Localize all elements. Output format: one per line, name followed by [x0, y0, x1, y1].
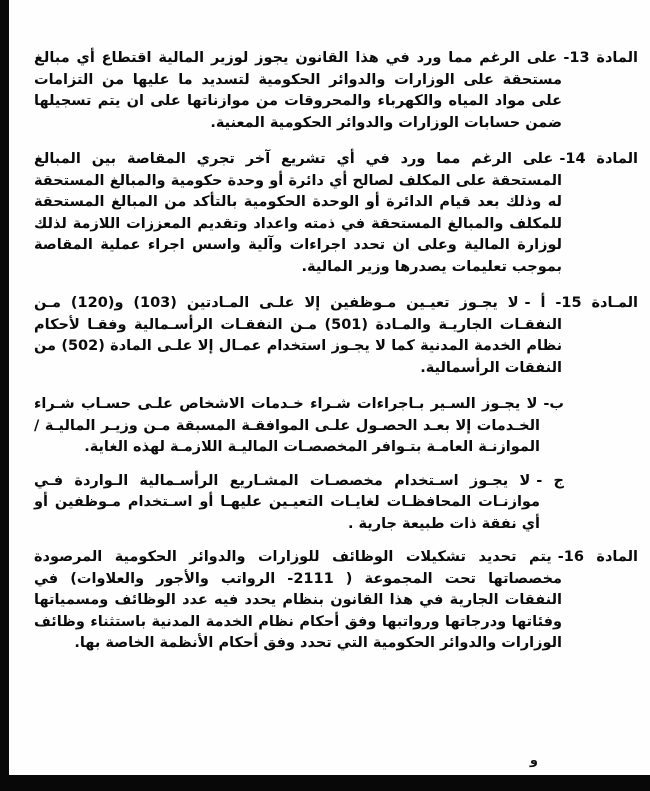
article-15-clause-c-marker: ج -: [536, 472, 564, 489]
article-15-clause-c-text: لا يجـوز اسـتخدام مخصصـات المشـاريع الرأسـمالية الـواردة فـي موازنـات المحافظـات لغايـات التعيـين عليهـا أو اسـتخدام مـوظفين أو أي نفقة ذات طبيعة جارية .: [34, 472, 540, 532]
article-14-text: على الرغم مما ورد في أي تشريع آخر تجري المقاصة بين المبالغ المستحقة على المكلف لصالح أي دائرة أو وحدة حكومية والمبالغ المستحقة له وذلك بعد قيام الدائرة أو الوحدة الحكومية بالتأكد من المبالغ المستحقة للمكلف والمبالغ المستحقة في ذمته واعداد وتقديم المعززات اللازمة لذلك لوزارة المالية وعلى ان تحدد اجراءات وآلية واسس اجراء عملية المقاصة بموجب تعليمات يصدرها وزير المالية.: [34, 151, 562, 275]
article-14: [34, 149, 638, 278]
article-13-text: على الرغم مما ورد في هذا القانون يجوز لوزير المالية اقتطاع أي مبالغ مستحقة على الوزارات والدوائر الحكومية لتسديد ما عليها من التزامات على مواد المياه والكهرباء والمحروقات من موازناتها على ان يتم تسجيلها ضمن حسابات الوزارات والدوائر الحكومية المعنية.: [34, 50, 562, 131]
page-number: و: [529, 753, 538, 768]
article-16-number: المادة 16-: [557, 549, 638, 565]
page-content: [34, 48, 638, 670]
article-15-clause-c: [34, 471, 564, 536]
article-14-number: المادة 14-: [559, 151, 638, 167]
scan-edge-left: [0, 0, 9, 791]
article-15-clause-b-marker: ب-: [543, 396, 564, 412]
article-16: [34, 547, 638, 655]
article-15-number: المـادة 15- أ -: [524, 295, 638, 311]
article-16-text: يتم تحديد تشكيلات الوظائف للوزارات والدوائر الحكومية المرصودة مخصصاتها تحت المجموعة ( 2111- الرواتب والأجور والعلاوات) في النفقات الجارية في هذا القانون بنظام يحدد فيه عدد الوظائف ومسمياتها وفئاتها ودرجاتها ورواتبها وفق أحكام نظام الخدمة المدنية باستثناء وظائف الوزارات والدوائر الحكومية التي تحدد وفق أحكام الأنظمة الخاصة بها.: [34, 549, 562, 651]
article-15-clause-a: [34, 293, 638, 379]
article-15-clause-a-text: لا يجـوز تعيـين مـوظفين إلا علـى المـادتين (103) و(120) مـن النفقـات الجاريـة والمـادة (501) مـن النفقـات الرأسـمالية وفقـا لأحكام نظام الخدمة المدنية كما لا يجـوز استخدام عمـال إلا علـى المادة (502) من النفقات الرأسمالية.: [34, 295, 563, 376]
scan-edge-bottom: [0, 775, 650, 791]
article-15-clause-b-text: لا يجـوز السـير بـاجراءات شـراء خـدمات الاشخاص علـى حسـاب شـراء الخـدمات إلا بعـد الحصـول علـى الموافقـة المسبقة مـن وزيـر المالیـة / الموازنـة العامـة بتـوافر المخصصـات المالیـة اللازمـة لهذه الغاية.: [34, 396, 540, 455]
article-13: [34, 48, 638, 134]
article-15-clause-b: [34, 394, 564, 459]
article-13-number: المادة 13-: [563, 50, 638, 66]
